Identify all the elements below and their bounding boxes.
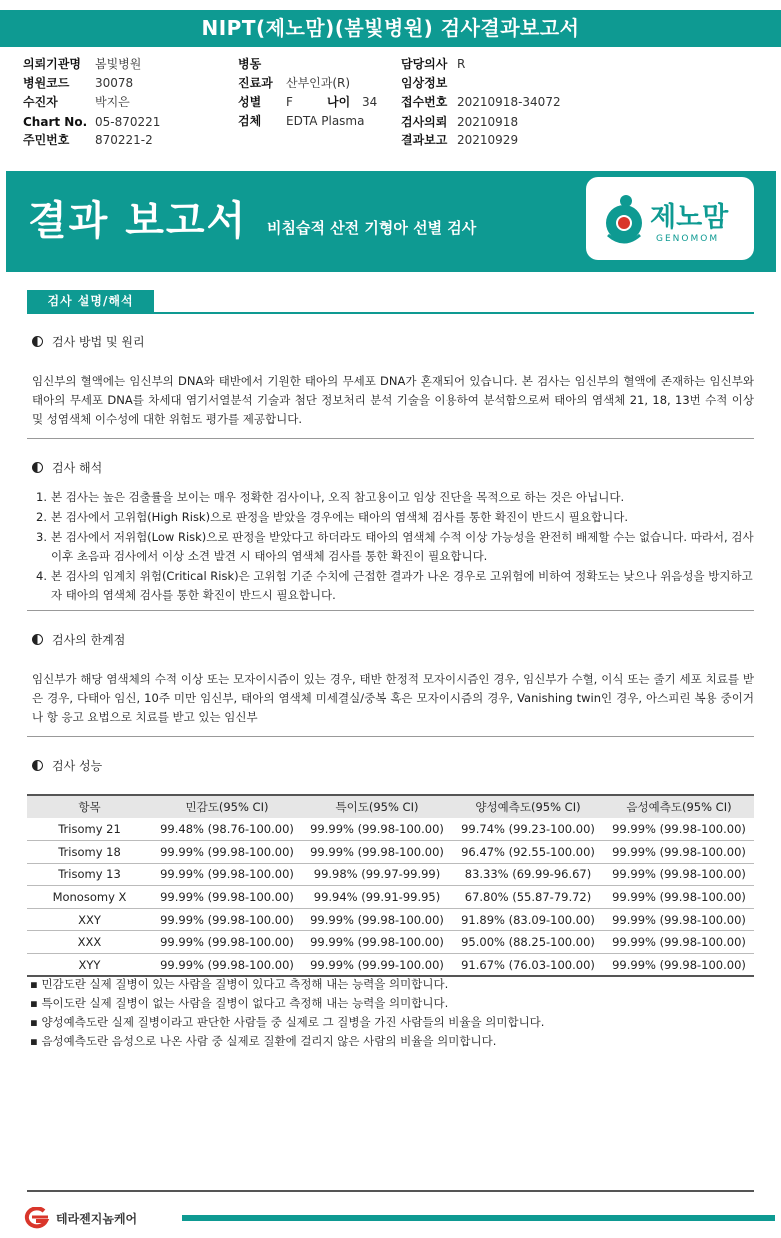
footer-divider bbox=[27, 1190, 754, 1192]
cell-ppv: 91.89% (83.09-100.00) bbox=[452, 908, 604, 931]
value-hospital-code: 30078 bbox=[95, 76, 134, 90]
value-request-date: 20210918 bbox=[457, 115, 519, 129]
result-banner bbox=[6, 171, 776, 272]
cell-item: Monosomy X bbox=[27, 886, 152, 909]
cell-npv: 99.99% (99.98-100.00) bbox=[604, 841, 754, 864]
value-doctor: R bbox=[457, 57, 466, 71]
divider-1 bbox=[27, 438, 754, 439]
cell-sensitivity: 99.99% (99.98-100.00) bbox=[152, 931, 302, 954]
cell-npv: 99.99% (99.98-100.00) bbox=[604, 908, 754, 931]
method-text: 임신부의 혈액에는 임신부의 DNA와 태반에서 기원한 태아의 무세포 DNA가 혼재되어 있습니다. 본 검사는 임신부의 혈액에 존재하는 임신부와 태아의 무세포 DNA를 차세대 염기서열분석 기술과 첨단 정보처리 분석 기술을 이용하여 분석함으로써 태아의 염색체 21, 18, 13번 수적 이상 및 성염색체 이수성에 대한 위험도 평가를 제공합니다. bbox=[32, 374, 754, 426]
table-row bbox=[27, 841, 754, 864]
label-specimen: 검체 bbox=[238, 114, 262, 128]
banner-title: 결과 보고서 bbox=[28, 198, 248, 244]
interpretation-heading-text: 검사 해석 bbox=[52, 461, 103, 475]
list-item: 4. 본 검사의 임계치 위험(Critical Risk)은 고위험 기준 수치에 근접한 결과가 나온 경우로 고위험에 비하여 정확도는 낮으나 위음성을 방지하고자 태아의 염색체 검사를 통한 확진이 반드시 필요합니다. bbox=[36, 569, 753, 602]
cell-npv: 99.99% (99.98-100.00) bbox=[604, 863, 754, 886]
patient-info bbox=[0, 54, 781, 150]
value-receipt-no: 20210918-34072 bbox=[457, 95, 561, 109]
table-row bbox=[27, 931, 754, 954]
cell-sensitivity: 99.99% (99.98-100.00) bbox=[152, 908, 302, 931]
interpretation-item-2: 본 검사에서 고위험(High Risk)으로 판정을 받았을 경우에는 태아의 염색체 검사를 통한 확진이 반드시 필요합니다. bbox=[51, 510, 628, 524]
cell-specificity: 99.99% (99.98-100.00) bbox=[302, 818, 452, 841]
list-item: 1. 본 검사는 높은 검출률을 보이는 매우 정확한 검사이나, 오직 참고용이고 임상 진단을 목적으로 하는 것은 아닙니다. bbox=[36, 490, 625, 504]
table-row bbox=[27, 886, 754, 909]
note-sensitivity: 민감도란 실제 질병이 있는 사람을 질병이 있다고 측정해 내는 능력을 의미합니다. bbox=[41, 977, 449, 991]
list-item: 2. 본 검사에서 고위험(High Risk)으로 판정을 받았을 경우에는 태아의 염색체 검사를 통한 확진이 반드시 필요합니다. bbox=[36, 510, 628, 524]
value-institution: 봄빛병원 bbox=[95, 57, 142, 71]
note-item: ▪ 특이도란 실제 질병이 없는 사람을 질병이 없다고 측정해 내는 능력을 의미합니다. bbox=[30, 996, 449, 1010]
performance-notes bbox=[30, 975, 544, 1051]
limitations-heading-text: 검사의 한계점 bbox=[52, 633, 126, 647]
value-specimen: EDTA Plasma bbox=[286, 114, 365, 128]
col-header-specificity: 특이도(95% CI) bbox=[302, 795, 452, 818]
cell-npv: 99.99% (99.98-100.00) bbox=[604, 931, 754, 954]
cell-item: Trisomy 13 bbox=[27, 863, 152, 886]
interpretation-item-3: 본 검사에서 저위험(Low Risk)으로 판정을 받았다고 하더라도 태아의 염색체 수적 이상 가능성을 완전히 배제할 수는 없습니다. 따라서, 검사 이후 초음파 검사에서 이상 소견 발견 시 태아의 염색체 검사를 통한 확진이 필요합니다. bbox=[51, 530, 754, 563]
label-report-date: 결과보고 bbox=[401, 133, 448, 147]
half-circle-icon bbox=[32, 760, 43, 771]
col-header-ppv: 양성예측도(95% CI) bbox=[452, 795, 604, 818]
table-row bbox=[27, 818, 754, 841]
cell-ppv: 99.74% (99.23-100.00) bbox=[452, 818, 604, 841]
performance-heading bbox=[32, 758, 102, 774]
genomom-logo bbox=[586, 177, 754, 260]
cell-specificity: 99.98% (99.97-99.99) bbox=[302, 863, 452, 886]
label-ward: 병동 bbox=[238, 57, 262, 71]
theragen-logo-icon bbox=[22, 1207, 50, 1229]
label-resident-no: 주민번호 bbox=[23, 133, 70, 147]
logo-text: 제노맘 bbox=[650, 202, 729, 233]
col-header-npv: 음성예측도(95% CI) bbox=[604, 795, 754, 818]
cell-item: Trisomy 21 bbox=[27, 818, 152, 841]
note-item: ▪ 민감도란 실제 질병이 있는 사람을 질병이 있다고 측정해 내는 능력을 의미합니다. bbox=[30, 977, 449, 991]
note-item: ▪ 음성예측도란 음성으로 나온 사람 중 실제로 질환에 걸리지 않은 사람의 비율을 의미합니다. bbox=[30, 1034, 497, 1048]
interpretation-heading bbox=[32, 460, 102, 476]
note-npv: 음성예측도란 음성으로 나온 사람 중 실제로 질환에 걸리지 않은 사람의 비율을 의미합니다. bbox=[41, 1034, 497, 1048]
divider-3 bbox=[27, 736, 754, 737]
label-receipt-no: 접수번호 bbox=[401, 95, 448, 109]
label-clinical-info: 임상정보 bbox=[401, 76, 448, 90]
note-item: ▪ 양성예측도란 실제 질병이라고 판단한 사람들 중 실제로 그 질병을 가진 사람들의 비율을 의미합니다. bbox=[30, 1015, 545, 1029]
label-institution: 의뢰기관명 bbox=[23, 57, 81, 71]
label-chart-no: Chart No. bbox=[23, 115, 88, 129]
cell-specificity: 99.99% (99.98-100.00) bbox=[302, 841, 452, 864]
value-chart-no: 05-870221 bbox=[95, 115, 161, 129]
interpretation-list bbox=[32, 488, 754, 606]
cell-sensitivity: 99.99% (99.98-100.00) bbox=[152, 863, 302, 886]
cell-specificity: 99.99% (99.98-100.00) bbox=[302, 908, 452, 931]
label-doctor: 담당의사 bbox=[401, 57, 448, 71]
interpretation-item-1: 본 검사는 높은 검출률을 보이는 매우 정확한 검사이나, 오직 참고용이고 임상 진단을 목적으로 하는 것은 아닙니다. bbox=[51, 490, 625, 504]
value-report-date: 20210929 bbox=[457, 133, 519, 147]
col-header-item: 항목 bbox=[27, 795, 152, 818]
col-header-sensitivity: 민감도(95% CI) bbox=[152, 795, 302, 818]
method-heading-text: 검사 방법 및 원리 bbox=[52, 335, 145, 349]
cell-item: XXX bbox=[27, 931, 152, 954]
cell-npv: 99.99% (99.98-100.00) bbox=[604, 886, 754, 909]
report-title: NIPT(제노맘)(봄빛병원) 검사결과보고서 bbox=[0, 10, 781, 47]
cell-item: XXY bbox=[27, 908, 152, 931]
genomom-logo-icon bbox=[600, 193, 648, 245]
performance-heading-text: 검사 성능 bbox=[52, 759, 103, 773]
note-ppv: 양성예측도란 실제 질병이라고 판단한 사람들 중 실제로 그 질병을 가진 사람들의 비율을 의미합니다. bbox=[41, 1015, 545, 1029]
cell-npv: 99.99% (99.98-100.00) bbox=[604, 818, 754, 841]
logo-subtext: GENOMOM bbox=[656, 234, 720, 244]
cell-npv: 99.99% (99.98-100.00) bbox=[604, 954, 754, 977]
footer-company: 테라젠지놈케어 bbox=[56, 1212, 138, 1226]
interpretation-item-4: 본 검사의 임계치 위험(Critical Risk)은 고위험 기준 수치에 근접한 결과가 나온 경우로 고위험에 비하여 정확도는 낮으나 위음성을 방지하고자 태아의 염색체 검사를 통한 확진이 반드시 필요합니다. bbox=[51, 569, 753, 602]
label-age: 나이 bbox=[327, 95, 351, 109]
table-row bbox=[27, 954, 754, 977]
cell-sensitivity: 99.99% (99.98-100.00) bbox=[152, 954, 302, 977]
label-department: 진료과 bbox=[238, 76, 273, 90]
limitations-heading bbox=[32, 632, 125, 648]
cell-ppv: 91.67% (76.03-100.00) bbox=[452, 954, 604, 977]
cell-sensitivity: 99.99% (99.98-100.00) bbox=[152, 886, 302, 909]
cell-sensitivity: 99.48% (98.76-100.00) bbox=[152, 818, 302, 841]
note-specificity: 특이도란 실제 질병이 없는 사람을 질병이 없다고 측정해 내는 능력을 의미합니다. bbox=[41, 996, 449, 1010]
cell-specificity: 99.99% (99.99-100.00) bbox=[302, 954, 452, 977]
value-sex: F bbox=[286, 95, 293, 109]
cell-ppv: 95.00% (88.25-100.00) bbox=[452, 931, 604, 954]
cell-specificity: 99.99% (99.98-100.00) bbox=[302, 931, 452, 954]
label-sex: 성별 bbox=[238, 95, 262, 109]
table-row bbox=[27, 863, 754, 886]
cell-ppv: 83.33% (69.99-96.67) bbox=[452, 863, 604, 886]
cell-specificity: 99.94% (99.91-99.95) bbox=[302, 886, 452, 909]
list-item: 3. 본 검사에서 저위험(Low Risk)으로 판정을 받았다고 하더라도 태아의 염색체 수적 이상 가능성을 완전히 배제할 수는 없습니다. 따라서, 검사 이후 초음파 검사에서 이상 소견 발견 시 태아의 염색체 검사를 통한 확진이 필요합니다. bbox=[36, 530, 754, 563]
value-age: 34 bbox=[362, 95, 378, 109]
cell-ppv: 96.47% (92.55-100.00) bbox=[452, 841, 604, 864]
half-circle-icon bbox=[32, 336, 43, 347]
footer-bar bbox=[182, 1215, 775, 1221]
cell-item: XYY bbox=[27, 954, 152, 977]
performance-table bbox=[27, 794, 754, 977]
table-row bbox=[27, 908, 754, 931]
cell-item: Trisomy 18 bbox=[27, 841, 152, 864]
cell-ppv: 67.80% (55.87-79.72) bbox=[452, 886, 604, 909]
half-circle-icon bbox=[32, 462, 43, 473]
limitations-text: 임신부가 해당 염색체의 수적 이상 또는 모자이시즘이 있는 경우, 태반 한정적 모자이시즘인 경우, 임신부가 수혈, 이식 또는 줄기 세포 치료를 받은 경우, 다태아 임신, 10주 미만 임신부, 태아의 염색체 미세결실/중복 혹은 모자이시즘의 경우, Vanishing twin인 경우, 아스피린 복용 중이거나 항 응고 요법으로 치료를 받고 있는 임신부 bbox=[32, 672, 754, 724]
value-department: 산부인과(R) bbox=[286, 76, 351, 90]
label-patient: 수진자 bbox=[23, 95, 58, 109]
label-request-date: 검사의뢰 bbox=[401, 115, 448, 129]
cell-sensitivity: 99.99% (99.98-100.00) bbox=[152, 841, 302, 864]
value-resident-no: 870221-2 bbox=[95, 133, 153, 147]
label-hospital-code: 병원코드 bbox=[23, 76, 70, 90]
half-circle-icon bbox=[32, 634, 43, 645]
divider-2 bbox=[27, 610, 754, 611]
table-header-row bbox=[27, 795, 754, 818]
section-tab: 검사 설명/해석 bbox=[27, 290, 154, 313]
footer-logo bbox=[22, 1207, 162, 1231]
banner-subtitle: 비침습적 산전 기형아 선별 검사 bbox=[267, 219, 477, 237]
section-divider bbox=[27, 312, 754, 314]
value-patient: 박지은 bbox=[95, 95, 130, 109]
method-heading bbox=[32, 334, 145, 350]
